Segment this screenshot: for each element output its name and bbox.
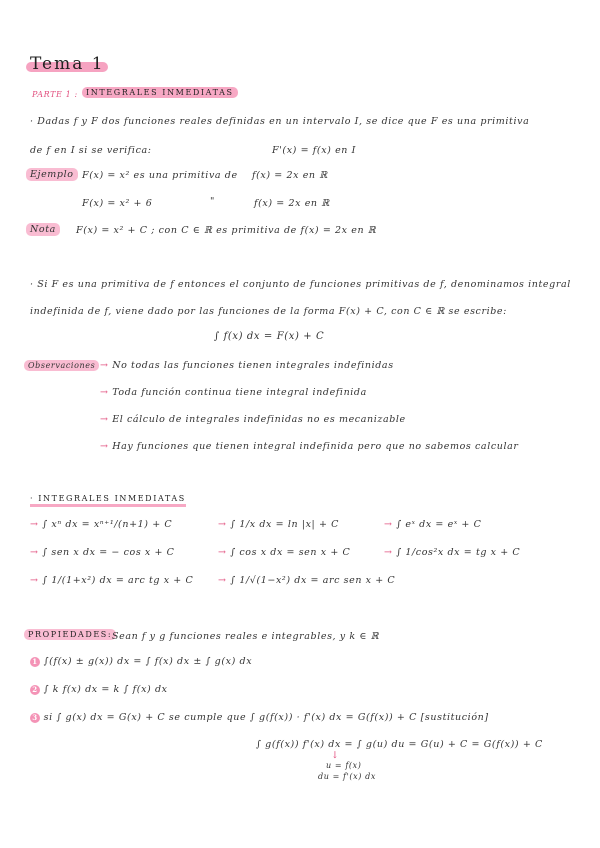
- properties-tag: PROPIEDADES:: [24, 629, 116, 640]
- note-tag: Nota: [26, 223, 60, 236]
- arrow-icon: →: [218, 547, 227, 558]
- property-text: ∫ k f(x) dx = k ∫ f(x) dx: [43, 684, 168, 695]
- definition-formula: F'(x) = f(x) en I: [272, 145, 356, 156]
- part-label: PARTE 1 :: [32, 90, 78, 99]
- integral-def-line-2: indefinida de f, viene dado por las funciones de la forma F(x) + C, con C ∈ ℝ se escribe:: [30, 306, 507, 317]
- formula-text: ∫ 1/cos²x dx = tg x + C: [396, 547, 521, 558]
- example-row-2-lhs: F(x) = x² + 6: [82, 198, 153, 209]
- property-number: 3: [30, 713, 40, 723]
- observation-item: [100, 387, 367, 398]
- observation-text: El cálculo de integrales indefinidas no es mecanizable: [112, 414, 406, 425]
- definition-line-1: · Dadas f y F dos funciones reales definidas en un intervalo I, se dice que F es una primitiva: [30, 116, 530, 127]
- definition-line-2: de f en I si se verifica:: [30, 145, 152, 156]
- observations-tag-wrap: [24, 360, 99, 371]
- property-number: 2: [30, 685, 40, 695]
- arrow-icon: →: [30, 547, 39, 558]
- arrow-icon: →: [100, 441, 109, 452]
- arrow-icon: →: [30, 575, 39, 586]
- part-name: [82, 88, 238, 97]
- arrow-icon: →: [30, 519, 39, 530]
- formula-text: ∫ eˣ dx = eˣ + C: [396, 519, 482, 530]
- observations-tag: Observaciones: [24, 360, 99, 371]
- observation-item: [100, 360, 394, 371]
- property-item: [30, 712, 489, 723]
- down-arrow-icon: ↓: [331, 750, 340, 761]
- arrow-icon: →: [218, 519, 227, 530]
- example-tag: Ejemplo: [26, 168, 78, 181]
- immediate-formula: [218, 575, 395, 586]
- note-text: F(x) = x² + C ; con C ∈ ℝ es primitiva de f(x) = 2x en ℝ: [76, 225, 377, 236]
- example-row-1-lhs: F(x) = x² es una primitiva de: [82, 170, 238, 181]
- example-row-2-rhs: f(x) = 2x en ℝ: [254, 198, 330, 209]
- properties-intro: Sean f y g funciones reales e integrables, y k ∈ ℝ: [112, 631, 380, 642]
- formula-text: ∫ 1/√(1−x²) dx = arc sen x + C: [230, 575, 396, 586]
- observation-text: Toda función continua tiene integral indefinida: [112, 387, 367, 398]
- property-item: [30, 684, 168, 695]
- page-title: Tema 1: [30, 54, 105, 74]
- property-item: [30, 656, 252, 667]
- observation-text: No todas las funciones tienen integrales indefinidas: [112, 360, 394, 371]
- observation-item: [100, 414, 406, 425]
- substitution-du: du = f'(x) dx: [318, 772, 376, 781]
- substitution-u: u = f(x): [326, 761, 362, 770]
- arrow-icon: →: [218, 575, 227, 586]
- example-row-2-ditto: ": [210, 196, 215, 207]
- property-text: si ∫ g(x) dx = G(x) + C se cumple que ∫ g(f(x)) · f'(x) dx = G(f(x)) + C [sustitución]: [43, 712, 489, 723]
- observation-item: [100, 441, 519, 452]
- immediate-formula: [30, 575, 193, 586]
- integral-def-line-1: · Si F es una primitiva de f entonces el conjunto de funciones primitivas de f, denominamos integral: [30, 279, 571, 290]
- immediate-formula: [30, 519, 172, 530]
- arrow-icon: →: [100, 387, 109, 398]
- properties-tag-wrap: [24, 630, 116, 639]
- property-text: ∫(f(x) ± g(x)) dx = ∫ f(x) dx ± ∫ g(x) dx: [43, 656, 253, 667]
- observation-text: Hay funciones que tienen integral indefinida pero que no sabemos calcular: [112, 441, 519, 452]
- part-name-text: INTEGRALES INMEDIATAS: [82, 87, 238, 98]
- substitution-formula: ∫ g(f(x)) f'(x) dx = ∫ g(u) du = G(u) + C = G(f(x)) + C: [256, 739, 543, 750]
- arrow-icon: →: [384, 519, 393, 530]
- integral-def-formula: ∫ f(x) dx = F(x) + C: [214, 331, 325, 342]
- note-tag-wrap: [26, 224, 60, 235]
- arrow-icon: →: [100, 414, 109, 425]
- immediate-heading: · INTEGRALES INMEDIATAS: [30, 494, 186, 507]
- arrow-icon: →: [100, 360, 109, 371]
- immediate-formula: [384, 547, 520, 558]
- immediate-formula: [30, 547, 175, 558]
- example-tag-wrap: [26, 169, 78, 180]
- formula-text: ∫ 1/(1+x²) dx = arc tg x + C: [42, 575, 194, 586]
- formula-text: ∫ xⁿ dx = xⁿ⁺¹/(n+1) + C: [42, 519, 173, 530]
- immediate-formula: [218, 547, 350, 558]
- formula-text: ∫ 1/x dx = ln |x| + C: [230, 519, 340, 530]
- immediate-formula: [218, 519, 339, 530]
- example-row-1-rhs: f(x) = 2x en ℝ: [252, 170, 328, 181]
- property-number: 1: [30, 657, 40, 667]
- formula-text: ∫ sen x dx = − cos x + C: [42, 547, 175, 558]
- arrow-icon: →: [384, 547, 393, 558]
- formula-text: ∫ cos x dx = sen x + C: [230, 547, 351, 558]
- immediate-formula: [384, 519, 481, 530]
